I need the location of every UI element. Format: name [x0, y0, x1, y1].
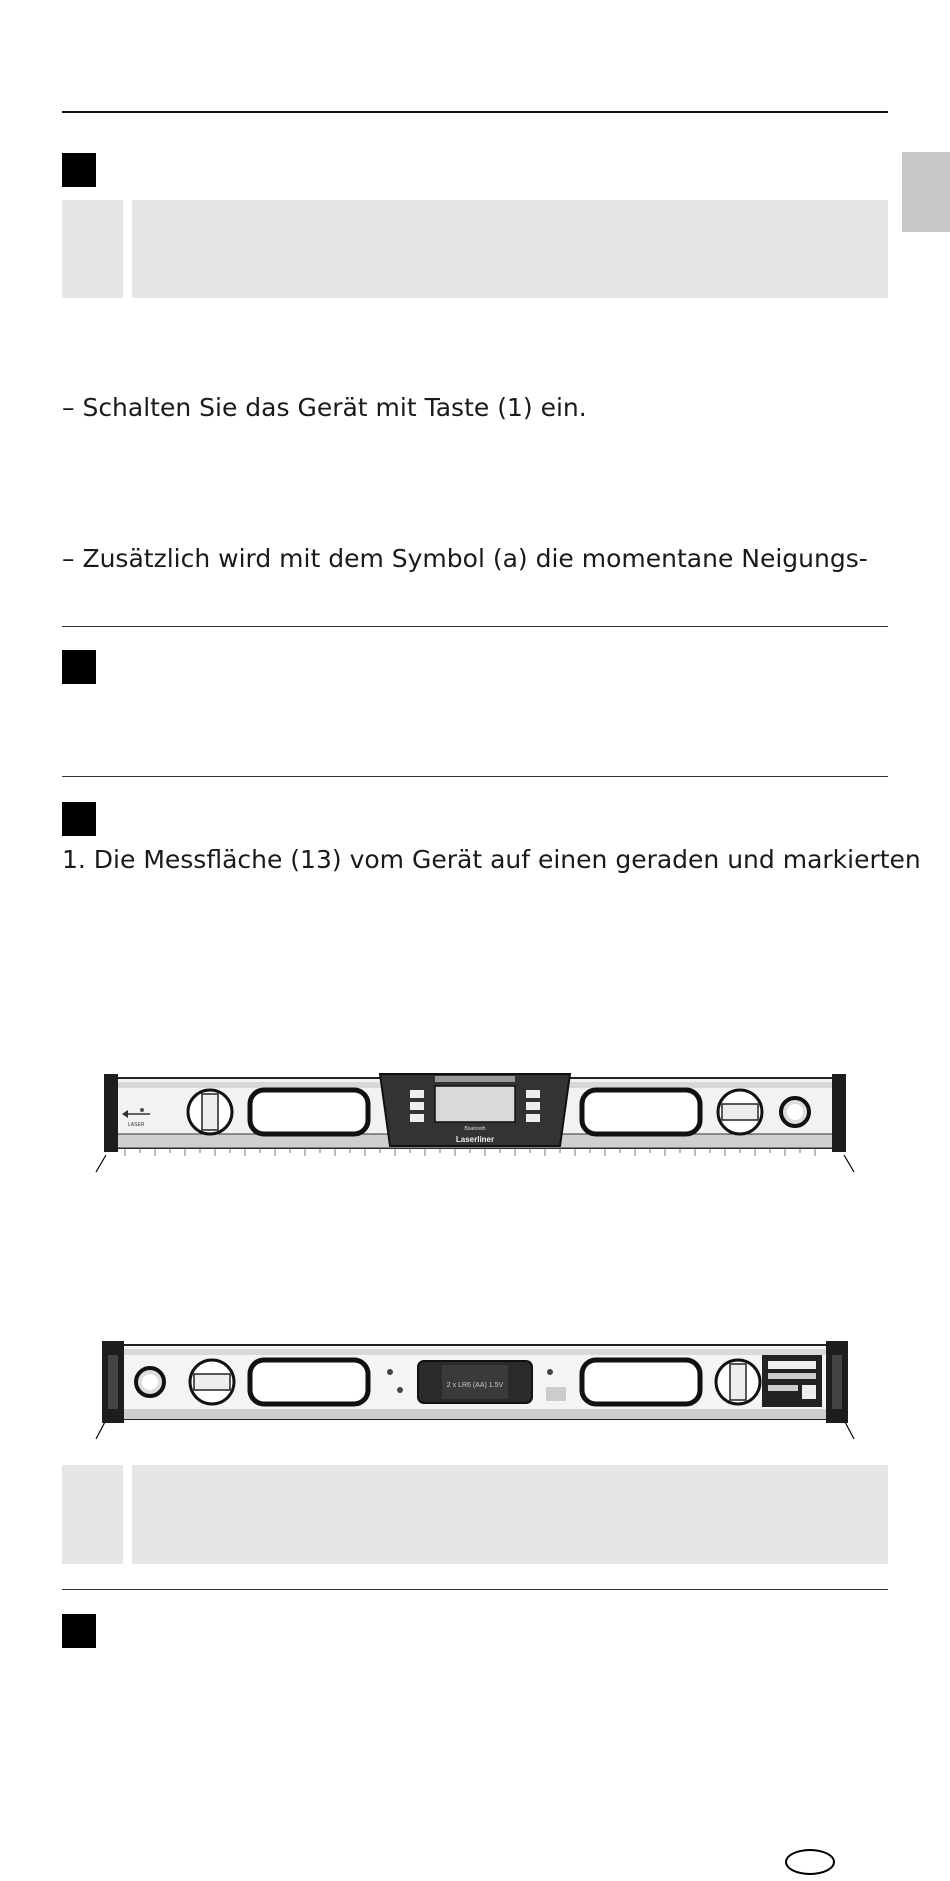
- section-rule: [62, 1589, 888, 1590]
- note-box-side: [62, 1465, 123, 1564]
- note-box: [132, 1465, 888, 1564]
- page-tab-icon: [902, 152, 950, 232]
- bluetooth-label: Bluetooth: [464, 1126, 486, 1132]
- brand-label: Laserliner: [455, 1135, 495, 1144]
- section-square-icon: [62, 650, 96, 684]
- section-rule: [62, 776, 888, 777]
- section-rule: [62, 626, 888, 627]
- ruler-ticks: [125, 1148, 815, 1156]
- section-square-icon: [62, 1614, 96, 1648]
- note-box-side: [62, 200, 123, 298]
- device-back-illustration: [90, 1335, 860, 1445]
- section-square-icon: [62, 802, 96, 836]
- device-front-illustration: [90, 1060, 860, 1180]
- instruction-line: 1. Die Messfläche (13) vom Gerät auf einen geraden und markierten: [62, 845, 921, 874]
- note-box: [132, 200, 888, 298]
- section-square-icon: [62, 153, 96, 187]
- battery-label: 2 x LR6 (AA) 1.5V: [446, 1382, 504, 1389]
- laser-label: LASER: [128, 1122, 145, 1128]
- country-oval-icon: [785, 1849, 835, 1875]
- top-rule: [62, 111, 888, 113]
- instruction-line: – Schalten Sie das Gerät mit Taste (1) ein.: [62, 393, 587, 422]
- instruction-line: – Zusätzlich wird mit dem Symbol (a) die momentane Neigungs-: [62, 544, 868, 573]
